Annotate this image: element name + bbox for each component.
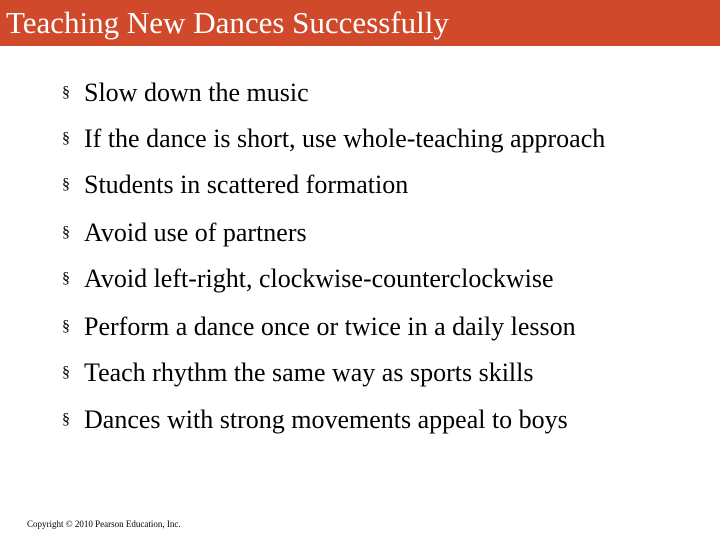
slide-title: Teaching New Dances Successfully <box>6 5 449 40</box>
square-bullet-icon: § <box>62 84 70 101</box>
bullet-item <box>62 168 408 202</box>
bullet-text: Dances with strong movements appeal to boys <box>84 405 568 434</box>
square-bullet-icon: § <box>62 318 70 335</box>
square-bullet-icon: § <box>62 270 70 287</box>
bullet-item <box>62 76 309 110</box>
square-bullet-icon: § <box>62 224 70 241</box>
bullet-text: If the dance is short, use whole-teaching approach <box>84 124 606 153</box>
square-bullet-icon: § <box>62 130 70 147</box>
copyright-notice: Copyright © 2010 Pearson Education, Inc. <box>27 519 181 529</box>
bullet-text: Students in scattered formation <box>84 170 409 199</box>
bullet-item <box>62 216 307 250</box>
bullet-item <box>62 356 533 390</box>
bullet-text: Slow down the music <box>84 78 309 107</box>
bullet-item <box>62 122 605 156</box>
bullet-item <box>62 403 568 437</box>
bullet-item <box>62 262 554 296</box>
bullet-text: Teach rhythm the same way as sports skills <box>84 358 534 387</box>
square-bullet-icon: § <box>62 411 70 428</box>
bullet-item <box>62 310 576 344</box>
square-bullet-icon: § <box>62 176 70 193</box>
bullet-text: Perform a dance once or twice in a daily lesson <box>84 312 576 341</box>
square-bullet-icon: § <box>62 364 70 381</box>
bullet-text: Avoid left-right, clockwise-counterclockwise <box>84 264 554 293</box>
bullet-text: Avoid use of partners <box>84 218 307 247</box>
